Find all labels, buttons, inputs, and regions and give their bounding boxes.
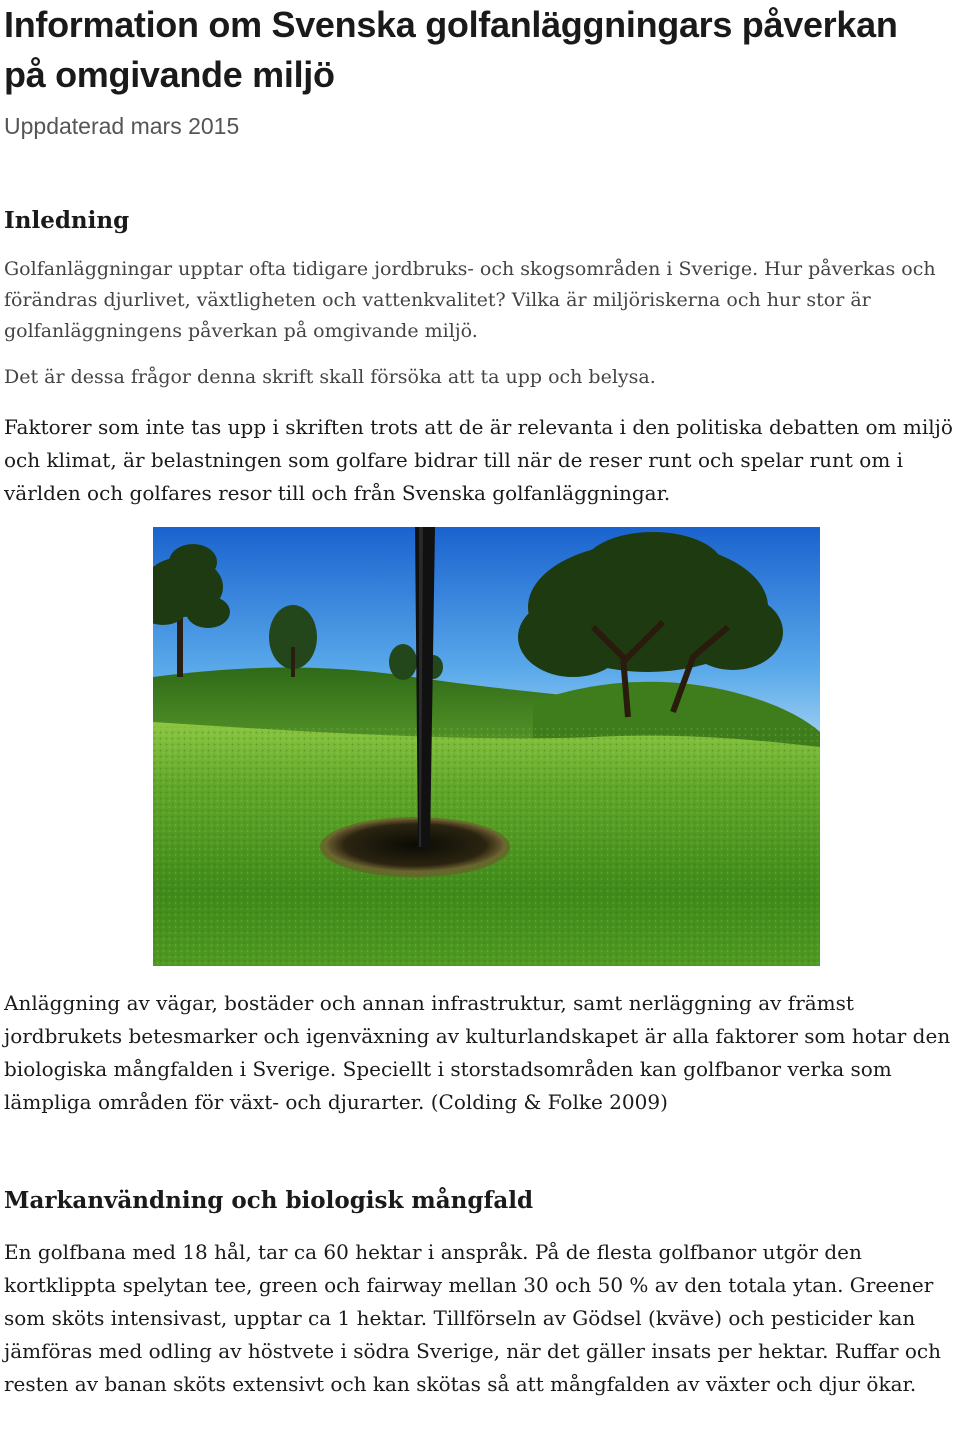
golf-green-flagstick-photo-icon [153,527,820,966]
section-heading-markanvandning: Markanvändning och biologisk mångfald [4,1187,534,1214]
page-title: Information om Svenska golfanläggningars påverkan på omgivande miljö [4,4,898,95]
markanvandning-paragraph-1: En golfbana med 18 hål, tar ca 60 hektar i anspråk. På de flesta golfbanor utgör den kortklippta spelytan tee, green och fairway mellan 30 och 50 % av den totala ytan. Greener som sköts intensivast, upptar ca 1 hektar. Tillförseln av Gödsel (kväve) och pesticider kan jämföras med odling av höstvete i södra Sverige, när det gäller insats per hektar. Ruffar och resten av banan sköts extensivt och kan skötas så att mångfalden av växter och djur ökar. [4,1240,941,1396]
intro-paragraph-4: Anläggning av vägar, bostäder och annan infrastruktur, samt nerläggning av främst jordbrukets betesmarker och igenväxning av kulturlandskapet är alla faktorer som hotar den biologiska mångfalden i Sverige. Speciellt i storstadsområden kan golfbanor verka som lämpliga områden för växt- och djurarter. (Colding & Folke 2009) [4,991,951,1114]
updated-date: Uppdaterad mars 2015 [4,113,240,139]
golf-green-photo [153,527,820,966]
intro-paragraph-1: Golfanläggningar upptar ofta tidigare jordbruks- och skogsområden i Sverige. Hur påverkas och förändras djurlivet, växtligheten och vattenkvalitet? Vilka är miljöriskerna och hur stor är golfanläggningens påverkan på omgivande miljö. [4,258,936,342]
intro-paragraph-3: Faktorer som inte tas upp i skriften trots att de är relevanta i den politiska debatten om miljö och klimat, är belastningen som golfare bidrar till när de reser runt och spelar runt om i världen och golfares resor till och från Svenska golfanläggningar. [4,415,953,505]
section-heading-inledning: Inledning [4,207,130,234]
intro-paragraph-2: Det är dessa frågor denna skrift skall försöka att ta upp och belysa. [4,366,656,388]
